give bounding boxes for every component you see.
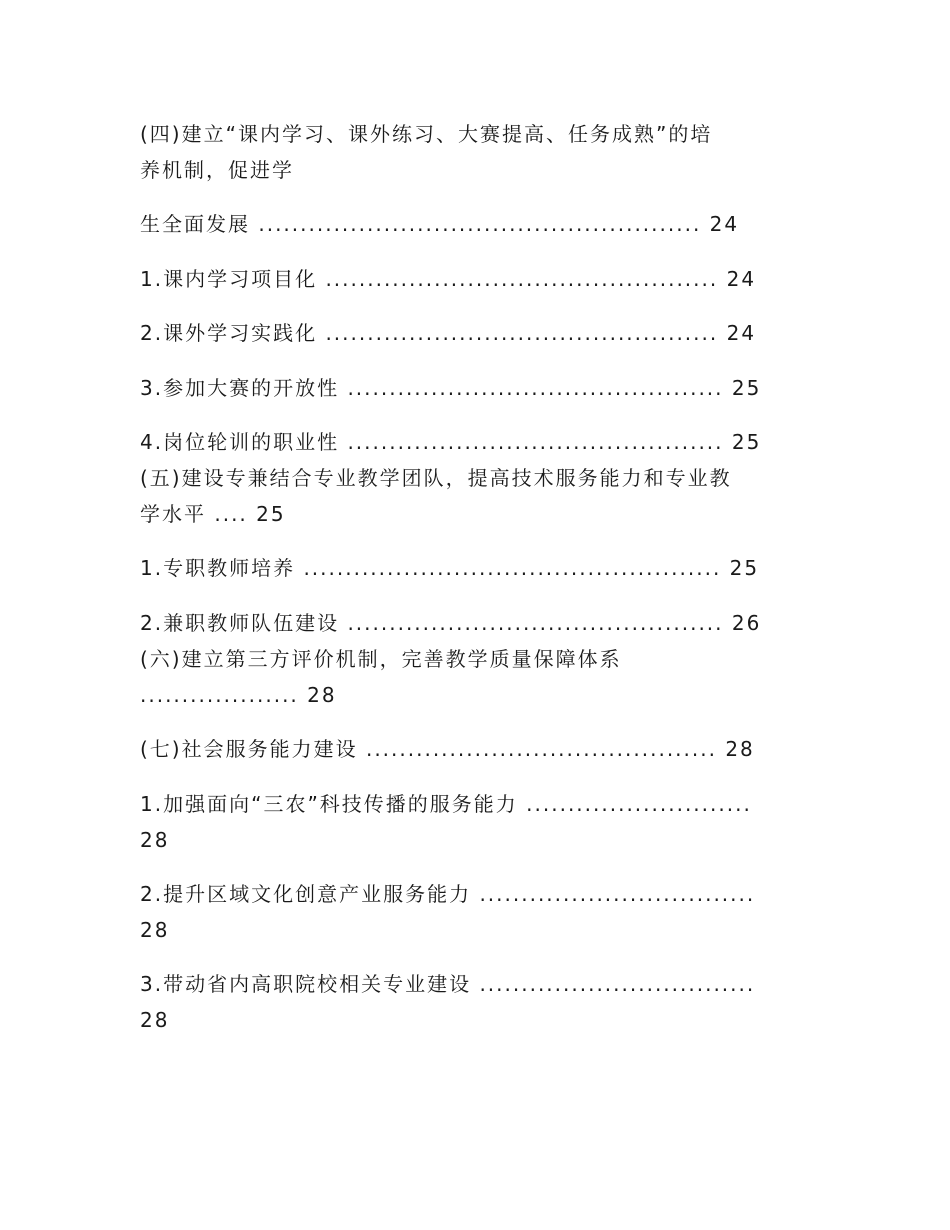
- toc-line: 28: [140, 828, 170, 852]
- toc-line: 学水平 .... 25: [140, 502, 286, 526]
- toc-line: 2.课外学习实践化 ............................................... 24: [140, 321, 757, 345]
- toc-line: 生全面发展 ..................................................... 24: [140, 212, 740, 236]
- toc-line: ................... 28: [140, 683, 337, 707]
- toc-line: 28: [140, 1008, 170, 1032]
- toc-line: 28: [140, 918, 170, 942]
- toc-line: (四)建立“课内学习、课外练习、大赛提高、任务成熟”的培: [140, 122, 713, 146]
- toc-line: (六)建立第三方评价机制，完善教学质量保障体系: [140, 647, 622, 671]
- toc-line: 2.兼职教师队伍建设 ............................................. 26: [140, 611, 762, 635]
- toc-line: 1.课内学习项目化 ............................................... 24: [140, 267, 757, 291]
- toc-line: 4.岗位轮训的职业性 ............................................. 25: [140, 430, 762, 454]
- toc-line: 1.加强面向“三农”科技传播的服务能力 ...........................: [140, 792, 752, 816]
- toc-line: (七)社会服务能力建设 .......................................... 28: [140, 737, 755, 761]
- toc-line: 2.提升区域文化创意产业服务能力 .................................: [140, 882, 756, 906]
- toc-line: 3.带动省内高职院校相关专业建设 .................................: [140, 972, 756, 996]
- toc-line: 1.专职教师培养 .................................................. 25: [140, 556, 760, 580]
- toc-line: 3.参加大赛的开放性 ............................................. 25: [140, 376, 762, 400]
- toc-line: (五)建设专兼结合专业教学团队，提高技术服务能力和专业教: [140, 466, 732, 490]
- toc-line: 养机制，促进学: [140, 158, 294, 182]
